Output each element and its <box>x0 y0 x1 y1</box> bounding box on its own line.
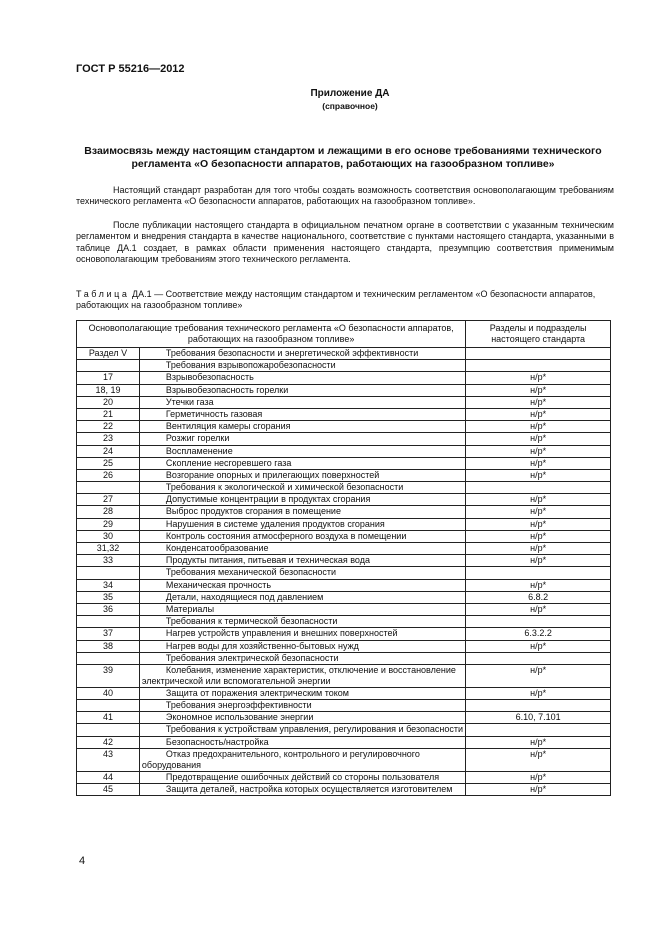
row-standard-reference <box>466 700 611 712</box>
table-row <box>77 687 611 699</box>
row-requirement: Требования механической безопасности <box>139 567 465 579</box>
row-section-number: 44 <box>77 771 140 783</box>
row-requirement: Взрывобезопасность <box>139 372 465 384</box>
row-section-number: 21 <box>77 408 140 420</box>
table-row <box>77 603 611 615</box>
table-row <box>77 408 611 420</box>
row-requirement: Конденсатообразование <box>139 543 465 555</box>
row-requirement: Взрывобезопасность горелки <box>139 384 465 396</box>
row-standard-reference: н/р* <box>466 445 611 457</box>
row-requirement: Детали, находящиеся под давлением <box>139 591 465 603</box>
table-caption <box>76 289 614 312</box>
table-row <box>77 384 611 396</box>
table-row <box>77 555 611 567</box>
row-requirement: Безопасность/настройка <box>139 736 465 748</box>
row-requirement: Защита от поражения электрическим током <box>139 687 465 699</box>
row-standard-reference: н/р* <box>466 469 611 481</box>
row-requirement: Экономное использование энергии <box>139 712 465 724</box>
row-requirement: Нарушения в системе удаления продуктов сгорания <box>139 518 465 530</box>
row-requirement: Требования к экологической и химической безопасности <box>139 482 465 494</box>
row-requirement: Требования электрической безопасности <box>139 652 465 664</box>
table-row <box>77 396 611 408</box>
row-standard-reference: н/р* <box>466 396 611 408</box>
row-standard-reference <box>466 616 611 628</box>
row-section-number <box>77 616 140 628</box>
row-section-number <box>77 482 140 494</box>
row-standard-reference: н/р* <box>466 664 611 687</box>
row-standard-reference: н/р* <box>466 421 611 433</box>
row-section-number: 20 <box>77 396 140 408</box>
table-row <box>77 372 611 384</box>
row-standard-reference: н/р* <box>466 748 611 771</box>
row-standard-reference: н/р* <box>466 603 611 615</box>
table-row <box>77 700 611 712</box>
row-section-number: 31,32 <box>77 543 140 555</box>
table-row <box>77 433 611 445</box>
row-section-number <box>77 360 140 372</box>
row-section-number: 42 <box>77 736 140 748</box>
table-row <box>77 784 611 796</box>
row-standard-reference: н/р* <box>466 579 611 591</box>
intro-paragraph-1: Настоящий стандарт разработан для того чтобы создать возможность соответствия основополагающим требованиям технического регламента «О безопасности аппаратов, работающих на газообразном топливе». <box>76 185 614 207</box>
row-section-number: 25 <box>77 457 140 469</box>
row-standard-reference: н/р* <box>466 530 611 542</box>
row-section-number: 45 <box>77 784 140 796</box>
row-requirement: Требования безопасности и энергетической эффективности <box>139 348 465 360</box>
row-section-number: 29 <box>77 518 140 530</box>
table-row <box>77 591 611 603</box>
table-row <box>77 530 611 542</box>
table-header-row <box>77 321 611 348</box>
row-standard-reference: н/р* <box>466 372 611 384</box>
row-standard-reference: 6.8.2 <box>466 591 611 603</box>
table-row <box>77 628 611 640</box>
row-standard-reference <box>466 567 611 579</box>
row-requirement: Воспламенение <box>139 445 465 457</box>
row-requirement: Утечки газа <box>139 396 465 408</box>
table-row <box>77 652 611 664</box>
row-section-number: 35 <box>77 591 140 603</box>
row-section-number: 27 <box>77 494 140 506</box>
table-body <box>77 348 611 796</box>
table-row <box>77 616 611 628</box>
table-row <box>77 469 611 481</box>
row-standard-reference: н/р* <box>466 433 611 445</box>
row-standard-reference <box>466 652 611 664</box>
row-requirement: Требования к термической безопасности <box>139 616 465 628</box>
row-standard-reference: н/р* <box>466 687 611 699</box>
table-row <box>77 482 611 494</box>
table-row <box>77 457 611 469</box>
row-section-number: 36 <box>77 603 140 615</box>
row-requirement: Требования энергоэффективности <box>139 700 465 712</box>
row-requirement: Защита деталей, настройка которых осуществляется изготовителем <box>139 784 465 796</box>
table-row <box>77 640 611 652</box>
page-number: 4 <box>79 855 86 867</box>
row-standard-reference: н/р* <box>466 784 611 796</box>
row-standard-reference: н/р* <box>466 543 611 555</box>
row-standard-reference: 6.3.2.2 <box>466 628 611 640</box>
table-row <box>77 724 611 736</box>
table-row <box>77 494 611 506</box>
table-row <box>77 567 611 579</box>
row-requirement: Возгорание опорных и прилегающих поверхностей <box>139 469 465 481</box>
row-requirement: Скопление несгоревшего газа <box>139 457 465 469</box>
correspondence-table <box>76 320 611 796</box>
row-requirement: Продукты питания, питьевая и техническая вода <box>139 555 465 567</box>
row-section-number: 24 <box>77 445 140 457</box>
row-requirement: Отказ предохранительного, контрольного и регулировочного оборудования <box>139 748 465 771</box>
table-row <box>77 506 611 518</box>
row-requirement: Требования к устройствам управления, регулирования и безопасности <box>139 724 465 736</box>
row-requirement: Колебания, изменение характеристик, отключение и восстановление электрической или вспомогательной энергии <box>139 664 465 687</box>
row-standard-reference: н/р* <box>466 518 611 530</box>
table-row <box>77 664 611 687</box>
table-row <box>77 579 611 591</box>
table-row <box>77 712 611 724</box>
row-section-number: 41 <box>77 712 140 724</box>
table-caption-text: ДА.1 — Соответствие между настоящим стандартом и техническим регламентом «О безопасности аппаратов, работающих на газообразном топливе» <box>76 289 596 311</box>
row-section-number: Раздел V <box>77 348 140 360</box>
table-row <box>77 771 611 783</box>
table-row <box>77 748 611 771</box>
row-requirement: Герметичность газовая <box>139 408 465 420</box>
row-section-number: 39 <box>77 664 140 687</box>
row-requirement: Механическая прочность <box>139 579 465 591</box>
document-code: ГОСТ Р 55216—2012 <box>76 63 185 75</box>
row-standard-reference: н/р* <box>466 771 611 783</box>
row-requirement: Вентиляция камеры сгорания <box>139 421 465 433</box>
row-standard-reference: н/р* <box>466 384 611 396</box>
table-row <box>77 736 611 748</box>
row-section-number: 26 <box>77 469 140 481</box>
intro-paragraph-2: После публикации настоящего стандарта в официальном печатном органе в соответствии с указанным техническим регламентом и внедрения стандарта в качестве национального, соответствие с пунктами настоящего стандарта, указанными в таблице ДА.1 создает, в рамках области применения настоящего стандарта, презумпцию соответствия применимым основополагающим требованиям этого технического регламента. <box>76 220 614 265</box>
row-section-number: 17 <box>77 372 140 384</box>
row-section-number: 22 <box>77 421 140 433</box>
row-standard-reference: н/р* <box>466 640 611 652</box>
row-section-number: 34 <box>77 579 140 591</box>
row-section-number <box>77 724 140 736</box>
row-requirement: Допустимые концентрации в продуктах сгорания <box>139 494 465 506</box>
row-section-number: 38 <box>77 640 140 652</box>
row-requirement: Материалы <box>139 603 465 615</box>
row-standard-reference: 6.10, 7.101 <box>466 712 611 724</box>
row-section-number <box>77 567 140 579</box>
row-standard-reference <box>466 724 611 736</box>
row-standard-reference <box>466 482 611 494</box>
row-standard-reference <box>466 360 611 372</box>
row-requirement: Выброс продуктов сгорания в помещение <box>139 506 465 518</box>
row-section-number <box>77 700 140 712</box>
appendix-title: Приложение ДА <box>310 88 390 99</box>
row-standard-reference <box>466 348 611 360</box>
appendix-subtitle: (справочное) <box>322 101 378 111</box>
table-row <box>77 421 611 433</box>
row-standard-reference: н/р* <box>466 555 611 567</box>
header-sections: Разделы и подразделы настоящего стандарта <box>466 321 611 348</box>
table-row <box>77 445 611 457</box>
row-requirement: Контроль состояния атмосферного воздуха в помещении <box>139 530 465 542</box>
table-row <box>77 518 611 530</box>
row-standard-reference: н/р* <box>466 736 611 748</box>
row-section-number <box>77 652 140 664</box>
row-section-number: 40 <box>77 687 140 699</box>
table-row <box>77 543 611 555</box>
row-standard-reference: н/р* <box>466 494 611 506</box>
header-requirements: Основополагающие требования технического регламента «О безопасности аппаратов, работающих на газообразном топливе» <box>77 321 466 348</box>
table-caption-label: Таблица <box>76 289 130 299</box>
row-standard-reference: н/р* <box>466 408 611 420</box>
row-standard-reference: н/р* <box>466 506 611 518</box>
row-section-number: 43 <box>77 748 140 771</box>
table-row <box>77 348 611 360</box>
appendix-heading: Взаимосвязь между настоящим стандартом и лежащими в его основе требованиями технического регламента «О безопасности аппаратов, работающих на газообразном топливе» <box>84 145 602 170</box>
row-requirement: Розжиг горелки <box>139 433 465 445</box>
row-section-number: 33 <box>77 555 140 567</box>
row-standard-reference: н/р* <box>466 457 611 469</box>
row-requirement: Требования взрывопожаробезопасности <box>139 360 465 372</box>
row-requirement: Предотвращение ошибочных действий со стороны пользователя <box>139 771 465 783</box>
table-row <box>77 360 611 372</box>
row-section-number: 37 <box>77 628 140 640</box>
row-section-number: 30 <box>77 530 140 542</box>
row-requirement: Нагрев воды для хозяйственно-бытовых нужд <box>139 640 465 652</box>
row-requirement: Нагрев устройств управления и внешних поверхностей <box>139 628 465 640</box>
row-section-number: 28 <box>77 506 140 518</box>
row-section-number: 23 <box>77 433 140 445</box>
row-section-number: 18, 19 <box>77 384 140 396</box>
